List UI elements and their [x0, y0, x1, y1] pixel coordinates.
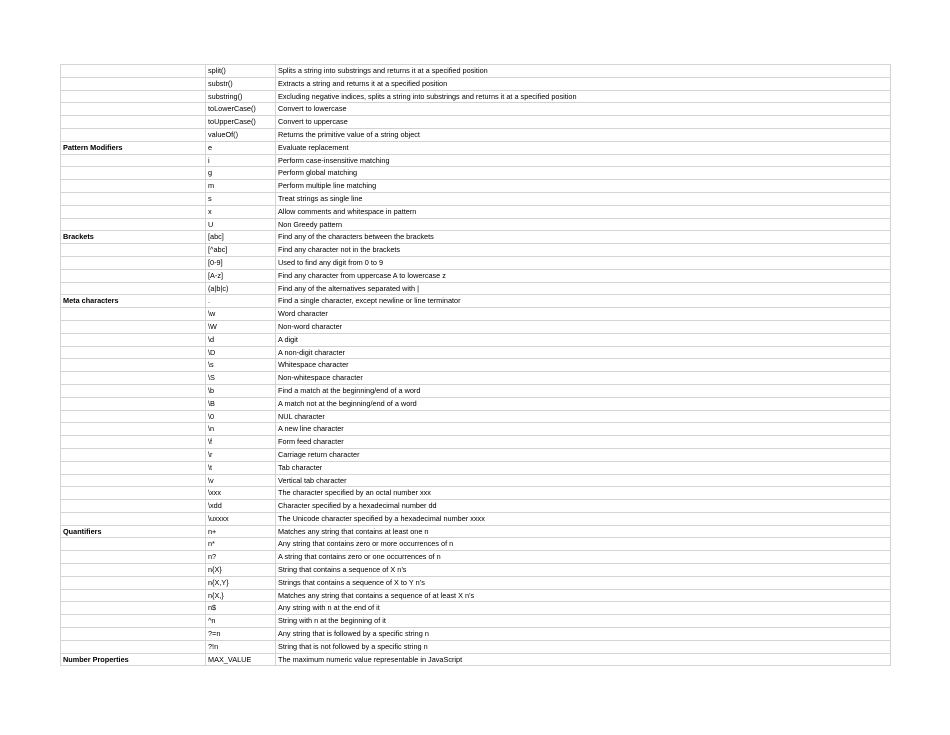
name-cell: (a|b|c): [206, 282, 276, 295]
table-row: [61, 295, 891, 308]
section-cell: [61, 474, 206, 487]
table-row: [61, 116, 891, 129]
description-cell: Non-word character: [276, 320, 891, 333]
section-cell: [61, 602, 206, 615]
table-row: [61, 90, 891, 103]
name-cell: [abc]: [206, 231, 276, 244]
name-cell: \xxx: [206, 487, 276, 500]
description-cell: Excluding negative indices, splits a string into substrings and returns it at a specified position: [276, 90, 891, 103]
name-cell: ?=n: [206, 628, 276, 641]
name-cell: \W: [206, 320, 276, 333]
description-cell: Any string that contains zero or more occurrences of n: [276, 538, 891, 551]
section-cell: [61, 244, 206, 257]
section-cell: [61, 128, 206, 141]
section-cell: [61, 461, 206, 474]
description-cell: The Unicode character specified by a hexadecimal number xxxx: [276, 512, 891, 525]
table-row: [61, 128, 891, 141]
description-cell: A new line character: [276, 423, 891, 436]
section-cell: [61, 282, 206, 295]
section-cell: [61, 397, 206, 410]
description-cell: NUL character: [276, 410, 891, 423]
description-cell: Returns the primitive value of a string object: [276, 128, 891, 141]
table-row: [61, 512, 891, 525]
section-cell: [61, 448, 206, 461]
table-row: [61, 448, 891, 461]
description-cell: The maximum numeric value representable in JavaScript: [276, 653, 891, 666]
name-cell: \uxxxx: [206, 512, 276, 525]
table-row: [61, 192, 891, 205]
description-cell: Matches any string that contains a sequence of at least X n’s: [276, 589, 891, 602]
table-row: [61, 653, 891, 666]
name-cell: \xdd: [206, 500, 276, 513]
description-cell: Find any character not in the brackets: [276, 244, 891, 257]
table-row: [61, 500, 891, 513]
table-row: [61, 410, 891, 423]
table-row: [61, 576, 891, 589]
table-row: [61, 205, 891, 218]
table-row: [61, 423, 891, 436]
section-cell: [61, 487, 206, 500]
section-cell: [61, 384, 206, 397]
name-cell: s: [206, 192, 276, 205]
description-cell: Extracts a string and returns it at a specified position: [276, 77, 891, 90]
description-cell: Character specified by a hexadecimal number dd: [276, 500, 891, 513]
section-cell: [61, 346, 206, 359]
name-cell: i: [206, 154, 276, 167]
table-row: [61, 461, 891, 474]
name-cell: n*: [206, 538, 276, 551]
description-cell: A non-digit character: [276, 346, 891, 359]
section-cell: [61, 538, 206, 551]
table-row: [61, 65, 891, 78]
table-row: [61, 103, 891, 116]
section-cell: Quantifiers: [61, 525, 206, 538]
description-cell: Evaluate replacement: [276, 141, 891, 154]
section-cell: [61, 564, 206, 577]
name-cell: valueOf(): [206, 128, 276, 141]
description-cell: Convert to lowercase: [276, 103, 891, 116]
table-row: [61, 628, 891, 641]
name-cell: toLowerCase(): [206, 103, 276, 116]
table-row: [61, 397, 891, 410]
name-cell: [0-9]: [206, 256, 276, 269]
table-row: [61, 640, 891, 653]
section-cell: [61, 116, 206, 129]
name-cell: \v: [206, 474, 276, 487]
table-row: [61, 384, 891, 397]
table-row: [61, 487, 891, 500]
description-cell: Whitespace character: [276, 359, 891, 372]
table-row: [61, 589, 891, 602]
description-cell: A digit: [276, 333, 891, 346]
name-cell: MAX_VALUE: [206, 653, 276, 666]
section-cell: [61, 180, 206, 193]
description-cell: String with n at the beginning of it: [276, 615, 891, 628]
section-cell: [61, 167, 206, 180]
section-cell: [61, 77, 206, 90]
table-row: [61, 218, 891, 231]
name-cell: n{X,}: [206, 589, 276, 602]
name-cell: m: [206, 180, 276, 193]
name-cell: substring(): [206, 90, 276, 103]
name-cell: [A-z]: [206, 269, 276, 282]
section-cell: [61, 576, 206, 589]
table-row: [61, 615, 891, 628]
section-cell: [61, 103, 206, 116]
description-cell: Any string that is followed by a specific string n: [276, 628, 891, 641]
name-cell: .: [206, 295, 276, 308]
description-cell: Allow comments and whitespace in pattern: [276, 205, 891, 218]
section-cell: [61, 90, 206, 103]
section-cell: [61, 218, 206, 231]
table-row: [61, 167, 891, 180]
description-cell: The character specified by an octal number xxx: [276, 487, 891, 500]
description-cell: A match not at the beginning/end of a word: [276, 397, 891, 410]
name-cell: \b: [206, 384, 276, 397]
table-row: [61, 141, 891, 154]
description-cell: Carriage return character: [276, 448, 891, 461]
table-row: [61, 474, 891, 487]
description-cell: Find any of the characters between the brackets: [276, 231, 891, 244]
name-cell: g: [206, 167, 276, 180]
table-row: [61, 436, 891, 449]
section-cell: [61, 333, 206, 346]
section-cell: [61, 512, 206, 525]
description-cell: Tab character: [276, 461, 891, 474]
section-cell: [61, 372, 206, 385]
section-cell: [61, 359, 206, 372]
section-cell: [61, 500, 206, 513]
name-cell: ^n: [206, 615, 276, 628]
section-cell: [61, 308, 206, 321]
table-row: [61, 308, 891, 321]
section-cell: Number Properties: [61, 653, 206, 666]
name-cell: split(): [206, 65, 276, 78]
description-cell: Perform multiple line matching: [276, 180, 891, 193]
section-cell: [61, 320, 206, 333]
section-cell: [61, 269, 206, 282]
table-row: [61, 333, 891, 346]
name-cell: [^abc]: [206, 244, 276, 257]
table-row: [61, 372, 891, 385]
table-row: [61, 551, 891, 564]
section-cell: [61, 423, 206, 436]
section-cell: Pattern Modifiers: [61, 141, 206, 154]
description-cell: Form feed character: [276, 436, 891, 449]
name-cell: n{X}: [206, 564, 276, 577]
name-cell: n{X,Y}: [206, 576, 276, 589]
description-cell: Non Greedy pattern: [276, 218, 891, 231]
name-cell: e: [206, 141, 276, 154]
description-cell: Non-whitespace character: [276, 372, 891, 385]
section-cell: [61, 205, 206, 218]
description-cell: Convert to uppercase: [276, 116, 891, 129]
description-cell: A string that contains zero or one occurrences of n: [276, 551, 891, 564]
name-cell: toUpperCase(): [206, 116, 276, 129]
section-cell: [61, 640, 206, 653]
table-body: [61, 65, 891, 666]
table-row: [61, 231, 891, 244]
section-cell: [61, 628, 206, 641]
table-row: [61, 538, 891, 551]
table-row: [61, 564, 891, 577]
table-row: [61, 602, 891, 615]
name-cell: n$: [206, 602, 276, 615]
description-cell: Perform global matching: [276, 167, 891, 180]
description-cell: Treat strings as single line: [276, 192, 891, 205]
name-cell: \D: [206, 346, 276, 359]
section-cell: [61, 551, 206, 564]
name-cell: substr(): [206, 77, 276, 90]
table-row: [61, 244, 891, 257]
description-cell: Find a single character, except newline or line terminator: [276, 295, 891, 308]
description-cell: String that contains a sequence of X n’s: [276, 564, 891, 577]
description-cell: Find any character from uppercase A to lowercase z: [276, 269, 891, 282]
name-cell: x: [206, 205, 276, 218]
section-cell: Brackets: [61, 231, 206, 244]
name-cell: \B: [206, 397, 276, 410]
table-row: [61, 154, 891, 167]
section-cell: [61, 410, 206, 423]
name-cell: \d: [206, 333, 276, 346]
description-cell: Find a match at the beginning/end of a word: [276, 384, 891, 397]
description-cell: Splits a string into substrings and returns it at a specified position: [276, 65, 891, 78]
table-row: [61, 256, 891, 269]
name-cell: \n: [206, 423, 276, 436]
section-cell: Meta characters: [61, 295, 206, 308]
section-cell: [61, 436, 206, 449]
description-cell: Strings that contains a sequence of X to Y n’s: [276, 576, 891, 589]
description-cell: Find any of the alternatives separated with |: [276, 282, 891, 295]
table-row: [61, 77, 891, 90]
name-cell: \s: [206, 359, 276, 372]
section-cell: [61, 192, 206, 205]
description-cell: Used to find any digit from 0 to 9: [276, 256, 891, 269]
table-row: [61, 346, 891, 359]
description-cell: Perform case-insensitive matching: [276, 154, 891, 167]
name-cell: \r: [206, 448, 276, 461]
name-cell: \0: [206, 410, 276, 423]
name-cell: n+: [206, 525, 276, 538]
table-row: [61, 525, 891, 538]
section-cell: [61, 256, 206, 269]
section-cell: [61, 589, 206, 602]
section-cell: [61, 615, 206, 628]
name-cell: \t: [206, 461, 276, 474]
name-cell: \S: [206, 372, 276, 385]
section-cell: [61, 65, 206, 78]
section-cell: [61, 154, 206, 167]
description-cell: Word character: [276, 308, 891, 321]
reference-table: [60, 64, 891, 666]
table-row: [61, 180, 891, 193]
name-cell: n?: [206, 551, 276, 564]
table-row: [61, 282, 891, 295]
table-row: [61, 320, 891, 333]
name-cell: \f: [206, 436, 276, 449]
name-cell: ?!n: [206, 640, 276, 653]
table-row: [61, 269, 891, 282]
name-cell: \w: [206, 308, 276, 321]
description-cell: Any string with n at the end of it: [276, 602, 891, 615]
description-cell: Vertical tab character: [276, 474, 891, 487]
name-cell: U: [206, 218, 276, 231]
description-cell: Matches any string that contains at least one n: [276, 525, 891, 538]
description-cell: String that is not followed by a specific string n: [276, 640, 891, 653]
table-row: [61, 359, 891, 372]
